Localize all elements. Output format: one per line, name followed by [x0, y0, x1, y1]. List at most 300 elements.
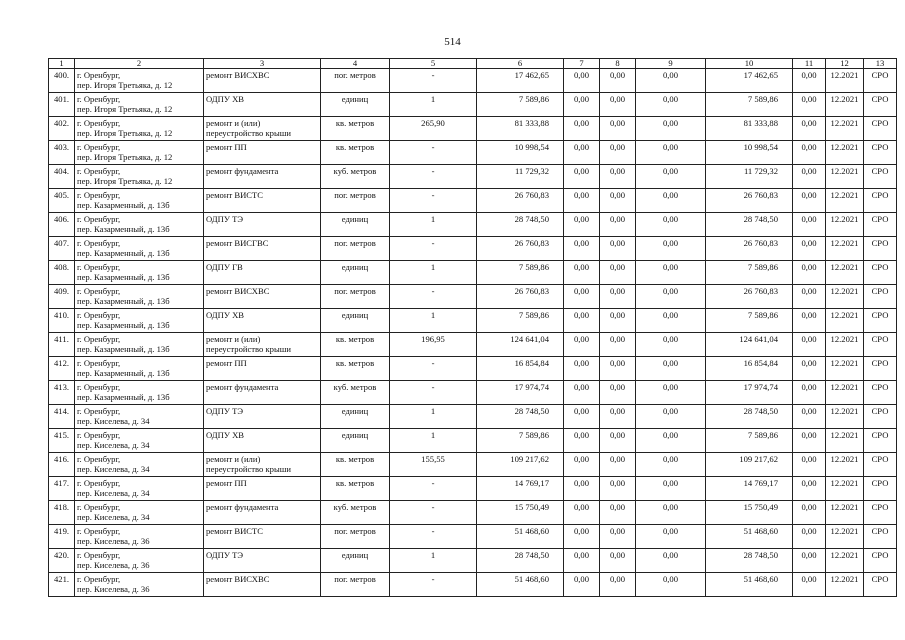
address-line: г. Оренбург,	[77, 526, 121, 536]
table-row	[49, 69, 897, 93]
unit: единиц	[321, 93, 390, 117]
total-cost: 17 462,65	[477, 69, 564, 93]
work-type-line: ОДПУ ГВ	[206, 262, 243, 272]
col-7-value: 0,00	[564, 549, 600, 573]
col-8-value: 0,00	[600, 381, 636, 405]
address	[75, 501, 204, 525]
work-type-line: ОДПУ ХВ	[206, 310, 245, 320]
col-10-value: 15 750,49	[706, 501, 793, 525]
work-type	[204, 525, 321, 549]
column-header-9: 9	[636, 59, 706, 69]
completion-date: 12.2021	[826, 453, 864, 477]
work-type-line: ремонт фундамента	[206, 382, 279, 392]
col-7-value: 0,00	[564, 285, 600, 309]
completion-date: 12.2021	[826, 165, 864, 189]
completion-date: 12.2021	[826, 117, 864, 141]
total-cost: 28 748,50	[477, 405, 564, 429]
col-11-value: 0,00	[793, 549, 826, 573]
unit: единиц	[321, 549, 390, 573]
address-line: г. Оренбург,	[77, 334, 121, 344]
total-cost: 51 468,60	[477, 525, 564, 549]
col-8-value: 0,00	[600, 309, 636, 333]
unit: единиц	[321, 261, 390, 285]
work-type-line: переустройство крыши	[206, 464, 291, 474]
col-11-value: 0,00	[793, 309, 826, 333]
address-line: г. Оренбург,	[77, 406, 121, 416]
address-line: пер. Игоря Третьяка, д. 12	[77, 80, 173, 90]
address-line: г. Оренбург,	[77, 142, 121, 152]
address	[75, 237, 204, 261]
column-header-11: 11	[793, 59, 826, 69]
work-type	[204, 501, 321, 525]
funding-source: СРО	[864, 285, 897, 309]
quantity: 1	[390, 309, 477, 333]
col-11-value: 0,00	[793, 69, 826, 93]
quantity: 155,55	[390, 453, 477, 477]
funding-source: СРО	[864, 405, 897, 429]
total-cost: 81 333,88	[477, 117, 564, 141]
column-header-7: 7	[564, 59, 600, 69]
unit: единиц	[321, 309, 390, 333]
funding-source: СРО	[864, 237, 897, 261]
funding-source: СРО	[864, 141, 897, 165]
col-8-value: 0,00	[600, 477, 636, 501]
address-line: г. Оренбург,	[77, 478, 121, 488]
total-cost: 14 769,17	[477, 477, 564, 501]
quantity: 1	[390, 405, 477, 429]
col-11-value: 0,00	[793, 525, 826, 549]
quantity: 1	[390, 549, 477, 573]
unit: пог. метров	[321, 285, 390, 309]
col-10-value: 16 854,84	[706, 357, 793, 381]
completion-date: 12.2021	[826, 93, 864, 117]
completion-date: 12.2021	[826, 477, 864, 501]
unit: куб. метров	[321, 165, 390, 189]
col-8-value: 0,00	[600, 549, 636, 573]
work-type	[204, 549, 321, 573]
completion-date: 12.2021	[826, 381, 864, 405]
quantity: -	[390, 357, 477, 381]
row-number: 415.	[49, 429, 75, 453]
col-9-value: 0,00	[636, 117, 706, 141]
unit: кв. метров	[321, 453, 390, 477]
col-9-value: 0,00	[636, 141, 706, 165]
column-header-8: 8	[600, 59, 636, 69]
page-number: 514	[444, 36, 461, 48]
address-line: г. Оренбург,	[77, 502, 121, 512]
work-type	[204, 117, 321, 141]
funding-source: СРО	[864, 525, 897, 549]
unit: кв. метров	[321, 141, 390, 165]
row-number: 400.	[49, 69, 75, 93]
col-10-value: 7 589,86	[706, 429, 793, 453]
col-8-value: 0,00	[600, 69, 636, 93]
table-header	[49, 59, 897, 69]
quantity: -	[390, 141, 477, 165]
address-line: г. Оренбург,	[77, 550, 121, 560]
funding-source: СРО	[864, 117, 897, 141]
col-9-value: 0,00	[636, 549, 706, 573]
quantity: 196,95	[390, 333, 477, 357]
unit: пог. метров	[321, 69, 390, 93]
col-10-value: 7 589,86	[706, 309, 793, 333]
funding-source: СРО	[864, 261, 897, 285]
col-11-value: 0,00	[793, 429, 826, 453]
col-8-value: 0,00	[600, 261, 636, 285]
work-type-line: ремонт ВИСТС	[206, 526, 264, 536]
col-10-value: 26 760,83	[706, 189, 793, 213]
col-7-value: 0,00	[564, 501, 600, 525]
row-number: 402.	[49, 117, 75, 141]
funding-source: СРО	[864, 93, 897, 117]
total-cost: 26 760,83	[477, 285, 564, 309]
row-number: 418.	[49, 501, 75, 525]
col-7-value: 0,00	[564, 189, 600, 213]
work-type-line: ремонт ВИСХВС	[206, 286, 270, 296]
total-cost: 11 729,32	[477, 165, 564, 189]
col-9-value: 0,00	[636, 573, 706, 597]
row-number: 406.	[49, 213, 75, 237]
col-9-value: 0,00	[636, 213, 706, 237]
work-type	[204, 189, 321, 213]
work-type	[204, 237, 321, 261]
funding-source: СРО	[864, 501, 897, 525]
address	[75, 309, 204, 333]
address-line: пер. Киселева, д. 36	[77, 560, 150, 570]
address-line: пер. Киселева, д. 34	[77, 416, 150, 426]
work-type	[204, 333, 321, 357]
column-header-13: 13	[864, 59, 897, 69]
total-cost: 7 589,86	[477, 309, 564, 333]
unit: единиц	[321, 429, 390, 453]
col-11-value: 0,00	[793, 237, 826, 261]
col-7-value: 0,00	[564, 237, 600, 261]
col-10-value: 51 468,60	[706, 525, 793, 549]
address-line: пер. Игоря Третьяка, д. 12	[77, 128, 173, 138]
quantity: -	[390, 237, 477, 261]
col-11-value: 0,00	[793, 501, 826, 525]
completion-date: 12.2021	[826, 141, 864, 165]
completion-date: 12.2021	[826, 573, 864, 597]
col-11-value: 0,00	[793, 405, 826, 429]
total-cost: 124 641,04	[477, 333, 564, 357]
table-row	[49, 309, 897, 333]
unit: куб. метров	[321, 381, 390, 405]
table-row	[49, 453, 897, 477]
total-cost: 26 760,83	[477, 237, 564, 261]
col-9-value: 0,00	[636, 525, 706, 549]
quantity: 1	[390, 213, 477, 237]
col-7-value: 0,00	[564, 93, 600, 117]
col-7-value: 0,00	[564, 405, 600, 429]
col-10-value: 14 769,17	[706, 477, 793, 501]
work-type-line: ремонт ВИСХВС	[206, 574, 270, 584]
col-8-value: 0,00	[600, 573, 636, 597]
col-9-value: 0,00	[636, 285, 706, 309]
col-8-value: 0,00	[600, 189, 636, 213]
address	[75, 117, 204, 141]
address	[75, 285, 204, 309]
address-line: пер. Казарменный, д. 13б	[77, 272, 170, 282]
col-8-value: 0,00	[600, 525, 636, 549]
address-line: пер. Казарменный, д. 13б	[77, 296, 170, 306]
completion-date: 12.2021	[826, 237, 864, 261]
works-table	[48, 58, 897, 597]
funding-source: СРО	[864, 309, 897, 333]
address-line: г. Оренбург,	[77, 118, 121, 128]
table-row	[49, 573, 897, 597]
address-line: г. Оренбург,	[77, 214, 121, 224]
address	[75, 381, 204, 405]
completion-date: 12.2021	[826, 501, 864, 525]
funding-source: СРО	[864, 357, 897, 381]
col-7-value: 0,00	[564, 117, 600, 141]
col-8-value: 0,00	[600, 357, 636, 381]
column-header-2: 2	[75, 59, 204, 69]
col-7-value: 0,00	[564, 309, 600, 333]
address-line: пер. Киселева, д. 36	[77, 584, 150, 594]
row-number: 420.	[49, 549, 75, 573]
completion-date: 12.2021	[826, 261, 864, 285]
col-7-value: 0,00	[564, 213, 600, 237]
col-8-value: 0,00	[600, 117, 636, 141]
col-11-value: 0,00	[793, 357, 826, 381]
address-line: г. Оренбург,	[77, 430, 121, 440]
funding-source: СРО	[864, 429, 897, 453]
row-number: 412.	[49, 357, 75, 381]
column-header-4: 4	[321, 59, 390, 69]
row-number: 416.	[49, 453, 75, 477]
row-number: 409.	[49, 285, 75, 309]
row-number: 410.	[49, 309, 75, 333]
col-10-value: 26 760,83	[706, 285, 793, 309]
col-11-value: 0,00	[793, 213, 826, 237]
col-8-value: 0,00	[600, 453, 636, 477]
address	[75, 357, 204, 381]
row-number: 403.	[49, 141, 75, 165]
unit: пог. метров	[321, 573, 390, 597]
col-7-value: 0,00	[564, 261, 600, 285]
unit: пог. метров	[321, 525, 390, 549]
col-9-value: 0,00	[636, 429, 706, 453]
table-row	[49, 261, 897, 285]
col-9-value: 0,00	[636, 237, 706, 261]
address-line: г. Оренбург,	[77, 94, 121, 104]
address	[75, 333, 204, 357]
col-7-value: 0,00	[564, 165, 600, 189]
funding-source: СРО	[864, 573, 897, 597]
total-cost: 7 589,86	[477, 429, 564, 453]
col-9-value: 0,00	[636, 357, 706, 381]
unit: единиц	[321, 405, 390, 429]
row-number: 404.	[49, 165, 75, 189]
table-body	[49, 69, 897, 597]
completion-date: 12.2021	[826, 429, 864, 453]
address-line: пер. Казарменный, д. 13б	[77, 320, 170, 330]
work-type-line: ОДПУ ТЭ	[206, 406, 244, 416]
row-number: 401.	[49, 93, 75, 117]
table-row	[49, 237, 897, 261]
address	[75, 141, 204, 165]
address	[75, 453, 204, 477]
col-10-value: 51 468,60	[706, 573, 793, 597]
col-9-value: 0,00	[636, 453, 706, 477]
quantity: -	[390, 477, 477, 501]
row-number: 421.	[49, 573, 75, 597]
col-9-value: 0,00	[636, 501, 706, 525]
quantity: -	[390, 189, 477, 213]
funding-source: СРО	[864, 189, 897, 213]
address	[75, 69, 204, 93]
col-10-value: 124 641,04	[706, 333, 793, 357]
address	[75, 549, 204, 573]
col-9-value: 0,00	[636, 477, 706, 501]
completion-date: 12.2021	[826, 357, 864, 381]
work-type	[204, 165, 321, 189]
work-type	[204, 573, 321, 597]
col-11-value: 0,00	[793, 573, 826, 597]
quantity: -	[390, 69, 477, 93]
address-line: пер. Игоря Третьяка, д. 12	[77, 104, 173, 114]
col-9-value: 0,00	[636, 405, 706, 429]
work-type-line: ремонт фундамента	[206, 502, 279, 512]
completion-date: 12.2021	[826, 213, 864, 237]
work-type	[204, 213, 321, 237]
funding-source: СРО	[864, 453, 897, 477]
table-row	[49, 165, 897, 189]
row-number: 413.	[49, 381, 75, 405]
work-type-line: переустройство крыши	[206, 344, 291, 354]
work-type	[204, 309, 321, 333]
column-header-5: 5	[390, 59, 477, 69]
address	[75, 93, 204, 117]
funding-source: СРО	[864, 165, 897, 189]
work-type-line: ОДПУ ХВ	[206, 94, 245, 104]
quantity: 1	[390, 93, 477, 117]
address-line: пер. Киселева, д. 34	[77, 440, 150, 450]
col-10-value: 10 998,54	[706, 141, 793, 165]
column-header-6: 6	[477, 59, 564, 69]
row-number: 419.	[49, 525, 75, 549]
address-line: г. Оренбург,	[77, 70, 121, 80]
row-number: 407.	[49, 237, 75, 261]
column-header-3: 3	[204, 59, 321, 69]
col-11-value: 0,00	[793, 261, 826, 285]
col-11-value: 0,00	[793, 117, 826, 141]
address-line: пер. Казарменный, д. 13б	[77, 344, 170, 354]
address-line: пер. Игоря Третьяка, д. 12	[77, 152, 173, 162]
col-8-value: 0,00	[600, 285, 636, 309]
col-10-value: 81 333,88	[706, 117, 793, 141]
total-cost: 17 974,74	[477, 381, 564, 405]
col-10-value: 7 589,86	[706, 261, 793, 285]
quantity: 1	[390, 261, 477, 285]
work-type	[204, 477, 321, 501]
table-row	[49, 117, 897, 141]
address-line: г. Оренбург,	[77, 238, 121, 248]
col-9-value: 0,00	[636, 189, 706, 213]
quantity: -	[390, 165, 477, 189]
work-type	[204, 285, 321, 309]
col-11-value: 0,00	[793, 93, 826, 117]
completion-date: 12.2021	[826, 333, 864, 357]
total-cost: 16 854,84	[477, 357, 564, 381]
funding-source: СРО	[864, 333, 897, 357]
quantity: -	[390, 573, 477, 597]
work-type	[204, 261, 321, 285]
work-type-line: ремонт ПП	[206, 478, 247, 488]
address	[75, 405, 204, 429]
address-line: пер. Казарменный, д. 13б	[77, 392, 170, 402]
col-10-value: 28 748,50	[706, 549, 793, 573]
address	[75, 573, 204, 597]
col-10-value: 17 974,74	[706, 381, 793, 405]
col-9-value: 0,00	[636, 333, 706, 357]
unit: единиц	[321, 213, 390, 237]
col-10-value: 26 760,83	[706, 237, 793, 261]
address-line: г. Оренбург,	[77, 574, 121, 584]
quantity: -	[390, 381, 477, 405]
col-8-value: 0,00	[600, 213, 636, 237]
table-row	[49, 285, 897, 309]
unit: кв. метров	[321, 357, 390, 381]
address-line: пер. Казарменный, д. 13б	[77, 200, 170, 210]
total-cost: 28 748,50	[477, 549, 564, 573]
col-8-value: 0,00	[600, 501, 636, 525]
unit: пог. метров	[321, 189, 390, 213]
unit: кв. метров	[321, 117, 390, 141]
work-type	[204, 357, 321, 381]
col-10-value: 17 462,65	[706, 69, 793, 93]
table-row	[49, 477, 897, 501]
work-type	[204, 453, 321, 477]
row-number: 408.	[49, 261, 75, 285]
col-11-value: 0,00	[793, 477, 826, 501]
col-7-value: 0,00	[564, 357, 600, 381]
total-cost: 28 748,50	[477, 213, 564, 237]
col-11-value: 0,00	[793, 189, 826, 213]
address-line: пер. Казарменный, д. 13б	[77, 224, 170, 234]
work-type	[204, 93, 321, 117]
work-type	[204, 69, 321, 93]
total-cost: 7 589,86	[477, 93, 564, 117]
work-type-line: ремонт и (или)	[206, 118, 261, 128]
column-header-1: 1	[49, 59, 75, 69]
col-7-value: 0,00	[564, 573, 600, 597]
funding-source: СРО	[864, 549, 897, 573]
quantity: -	[390, 285, 477, 309]
col-9-value: 0,00	[636, 69, 706, 93]
address	[75, 525, 204, 549]
completion-date: 12.2021	[826, 309, 864, 333]
work-type	[204, 405, 321, 429]
address	[75, 261, 204, 285]
header-row	[49, 59, 897, 69]
row-number: 417.	[49, 477, 75, 501]
col-8-value: 0,00	[600, 93, 636, 117]
column-header-10: 10	[706, 59, 793, 69]
completion-date: 12.2021	[826, 285, 864, 309]
col-9-value: 0,00	[636, 261, 706, 285]
total-cost: 7 589,86	[477, 261, 564, 285]
completion-date: 12.2021	[826, 189, 864, 213]
work-type-line: ремонт фундамента	[206, 166, 279, 176]
total-cost: 15 750,49	[477, 501, 564, 525]
table-row	[49, 381, 897, 405]
address	[75, 213, 204, 237]
work-type-line: ремонт ВИСТС	[206, 190, 264, 200]
col-8-value: 0,00	[600, 237, 636, 261]
